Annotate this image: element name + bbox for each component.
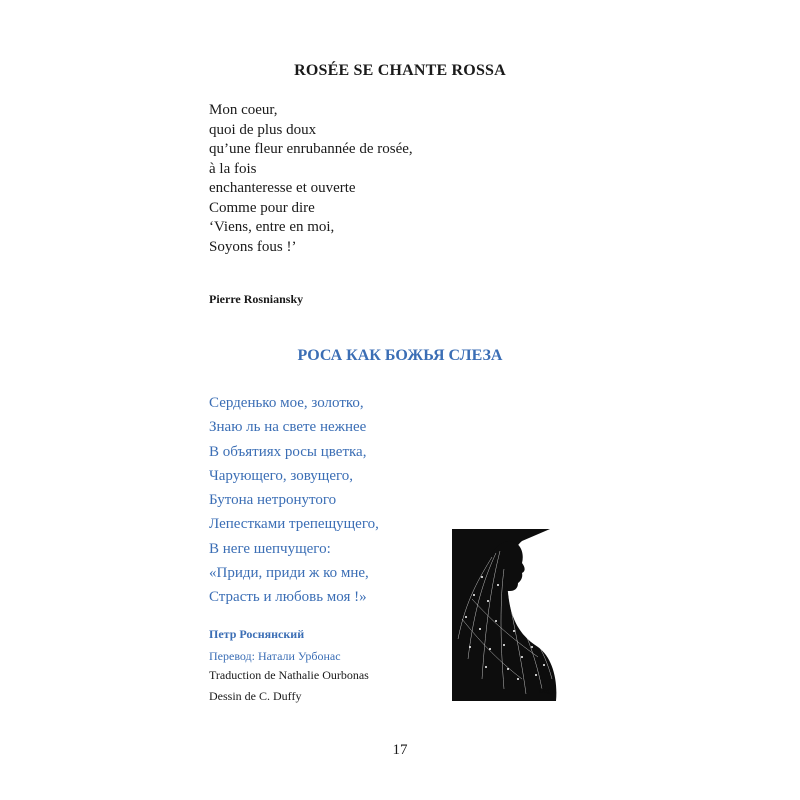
poem-line: Серденько мое, золотко,	[209, 395, 364, 411]
poem-line: Бутона нетронутого	[209, 492, 337, 509]
poem-line: qu’une fleur enrubannée de rosée,	[209, 141, 413, 157]
russian-poem-author: Петр Роснянский	[209, 627, 305, 641]
poem-line: Знаю ль на свете нежнее	[209, 419, 367, 436]
poem-line: В неге шепчущего:	[209, 540, 331, 557]
russian-poem	[209, 391, 379, 610]
poem-line: à la fois	[209, 160, 257, 177]
poem-line: ‘Viens, entre en moi,	[209, 219, 335, 235]
poem-line: Mon coeur,	[209, 102, 278, 118]
page-number: 17	[392, 742, 408, 758]
french-poem-author: Pierre Rosniansky	[209, 292, 304, 306]
poem-line: Comme pour dire	[209, 199, 315, 216]
french-poem-title: ROSÉE SE CHANTE ROSSA	[294, 62, 506, 79]
poem-line: Чарующего, зовущего,	[209, 467, 354, 484]
russian-translation-credit: Перевод: Натали Урбонас	[209, 649, 341, 663]
poem-line: Лепестками трепещущего,	[209, 516, 379, 533]
poem-line: quoi de plus doux	[209, 121, 317, 138]
french-translation-credit: Traduction de Nathalie Ourbonas	[209, 668, 369, 682]
poem-line: enchanteresse et ouverte	[209, 180, 356, 196]
poem-line: В объятиях росы цветка,	[209, 443, 367, 460]
poem-line: Страсть и любовь моя !»	[209, 589, 367, 606]
russian-poem-title: РОСА КАК БОЖЬЯ СЛЕЗА	[297, 347, 503, 364]
drawing-credit: Dessin de C. Duffy	[209, 689, 302, 703]
ink-drawing-figure-with-veil	[452, 529, 572, 701]
poem-line: «Приди, приди ж ко мне,	[209, 565, 369, 582]
poem-line: Soyons fous !’	[209, 238, 297, 255]
artist-signature: Duffy	[539, 687, 555, 695]
french-poem	[209, 101, 413, 257]
